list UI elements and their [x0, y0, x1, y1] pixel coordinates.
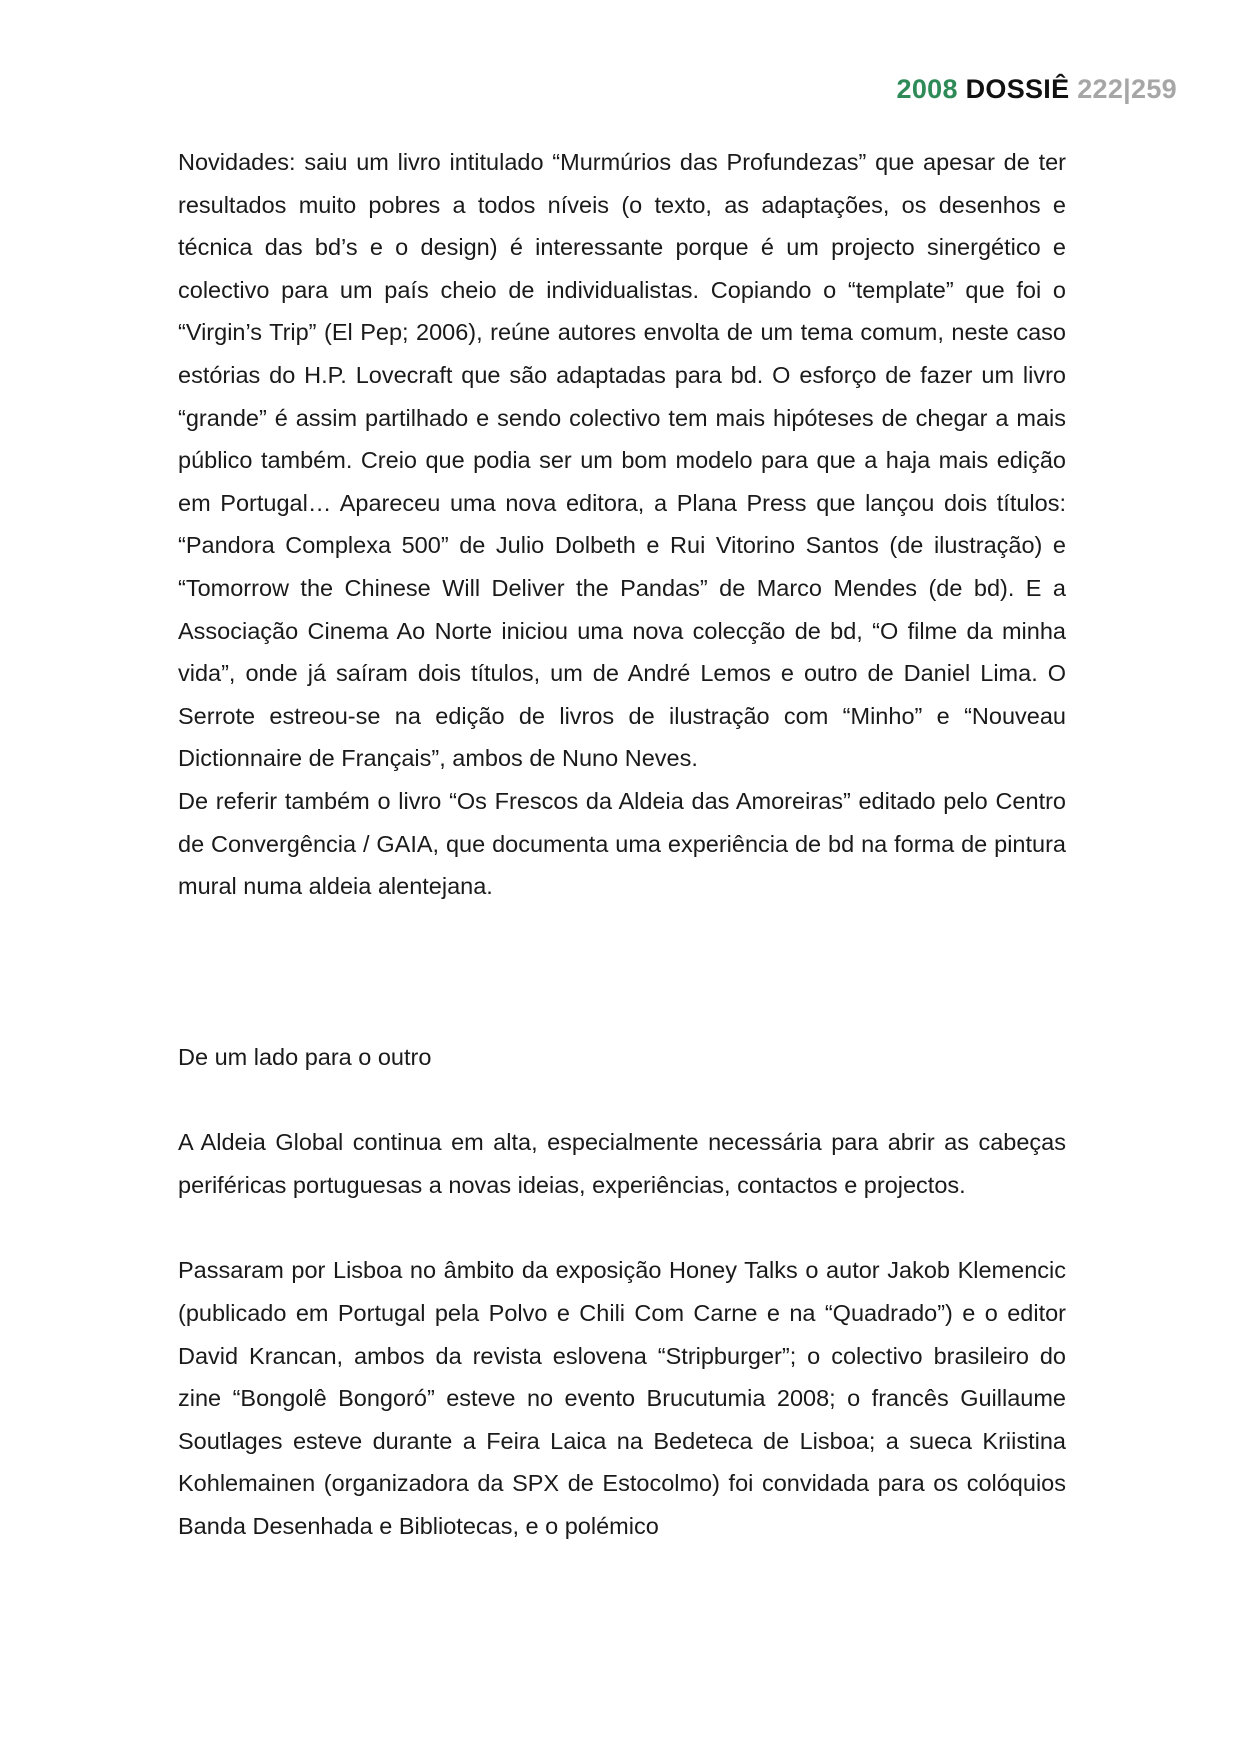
section-spacer: [178, 908, 1066, 1036]
paragraph-visitors: Passaram por Lisboa no âmbito da exposição Honey Talks o autor Jakob Klemencic (publicado em Portugal pela Polvo e Chili Com Carne e na “Quadrado”) e o editor David Krancan, ambos da revista eslovena “Stripburger”; o colectivo brasileiro do zine “Bongolê Bongoró” esteve no evento Brucutumia 2008; o francês Guillaume Soutlages esteve durante a Feira Laica na Bedeteca de Lisboa; a sueca Kriistina Kohlemainen (organizadora da SPX de Estocolmo) foi convidada para os colóquios Banda Desenhada e Bibliotecas, e o polémico: [178, 1257, 1066, 1540]
section-heading: De um lado para o outro: [178, 1043, 432, 1070]
header-page-numbers: 222|259: [1077, 74, 1177, 104]
header-title: DOSSIÊ: [965, 74, 1070, 104]
article-body: [178, 141, 1066, 1548]
header-year: 2008: [896, 74, 958, 104]
paragraph-aldeia-global: A Aldeia Global continua em alta, especialmente necessária para abrir as cabeças periféricas portuguesas a novas ideias, experiências, contactos e projectos.: [178, 1129, 1066, 1198]
paragraph-frescos: De referir também o livro “Os Frescos da Aldeia das Amoreiras” editado pelo Centro de Convergência / GAIA, que documenta uma experiência de bd na forma de pintura mural numa aldeia alentejana.: [178, 787, 1066, 900]
paragraph-spacer: [178, 1078, 1066, 1121]
paragraph-spacer: [178, 1206, 1066, 1249]
paragraph-novidades: Novidades: saiu um livro intitulado “Murmúrios das Profundezas” que apesar de ter resultados muito pobres a todos níveis (o texto, as adaptações, os desenhos e técnica das bd’s e o design) é interessante porque é um projecto sinergético e colectivo para um país cheio de individualistas. Copiando o “template” que foi o “Virgin’s Trip” (El Pep; 2006), reúne autores envolta de um tema comum, neste caso estórias do H.P. Lovecraft que são adaptadas para bd. O esforço de fazer um livro “grande” é assim partilhado e sendo colectivo tem mais hipóteses de chegar a mais público também. Creio que podia ser um bom modelo para que a haja mais edição em Portugal… Apareceu uma nova editora, a Plana Press que lançou dois títulos: “Pandora Complexa 500” de Julio Dolbeth e Rui Vitorino Santos (de ilustração) e “Tomorrow the Chinese Will Deliver the Pandas” de Marco Mendes (de bd). E a Associação Cinema Ao Norte iniciou uma nova colecção de bd, “O filme da minha vida”, onde já saíram dois títulos, um de André Lemos e outro de Daniel Lima. O Serrote estreou-se na edição de livros de ilustração com “Minho” e “Nouveau Dictionnaire de Français”, ambos de Nuno Neves.: [178, 149, 1066, 772]
page-header: [897, 74, 1177, 105]
